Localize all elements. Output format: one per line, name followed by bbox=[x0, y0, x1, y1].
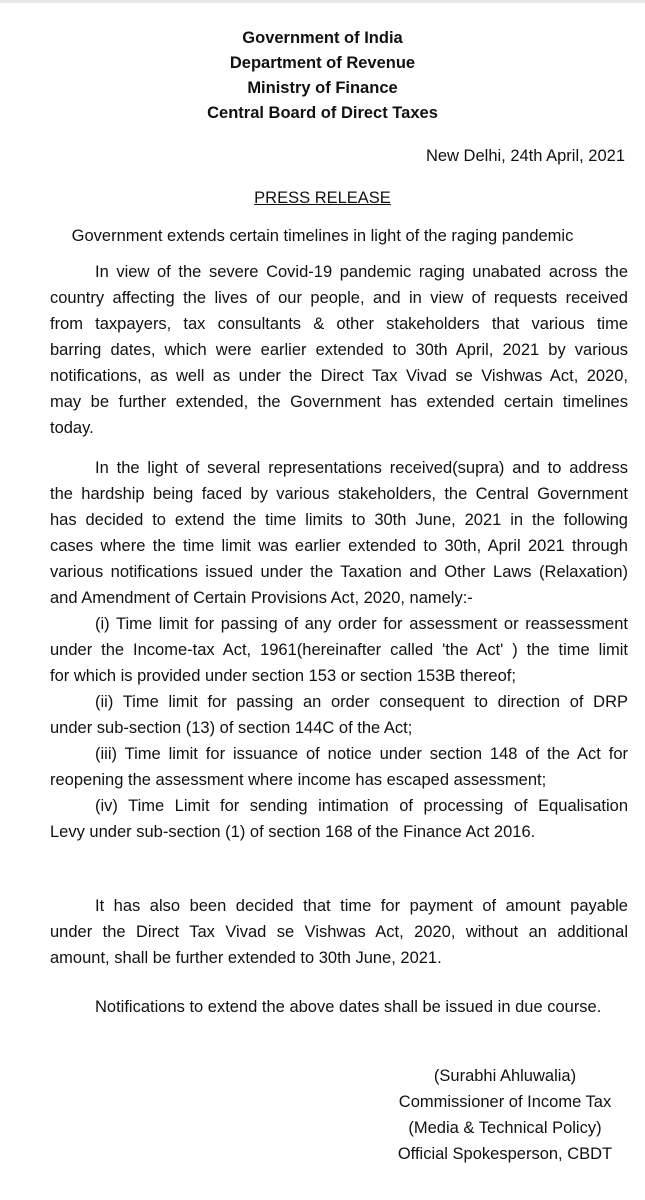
paragraph-line: reopening the assessment where income has escaped assessment; bbox=[50, 771, 547, 789]
signatory-role: Official Spokesperson, CBDT bbox=[397, 1145, 613, 1163]
paragraph-line: notifications, as well as under the Direct Tax Vivad se Vishwas Act, 2020, bbox=[50, 367, 628, 385]
paragraph-3 bbox=[50, 893, 628, 971]
paragraph-1 bbox=[50, 259, 628, 441]
signatory-division: (Media & Technical Policy) bbox=[408, 1119, 602, 1137]
paragraph-line: from taxpayers, tax consultants & other stakeholders that various time bbox=[50, 315, 628, 333]
paragraph-line: In the light of several representations received(supra) and to address bbox=[95, 459, 628, 477]
signature-block bbox=[380, 1063, 630, 1167]
paragraph-line: In view of the severe Covid-19 pandemic raging unabated across the bbox=[95, 263, 628, 281]
paragraph-2 bbox=[50, 455, 628, 845]
paragraph-line: under the Income-tax Act, 1961(hereinafter called 'the Act' ) the time limit bbox=[50, 641, 628, 659]
paragraph-line: various notifications issued under the Taxation and Other Laws (Relaxation) bbox=[50, 563, 628, 581]
paragraph-4 bbox=[50, 994, 628, 1020]
header-department: Department of Revenue bbox=[229, 54, 416, 72]
header-ministry: Ministry of Finance bbox=[247, 79, 398, 97]
signatory-name: (Surabhi Ahluwalia) bbox=[433, 1067, 577, 1085]
paragraph-line: country affecting the lives of our people, and in view of requests received bbox=[50, 289, 628, 307]
signatory-title: Commissioner of Income Tax bbox=[398, 1093, 612, 1111]
header-board: Central Board of Direct Taxes bbox=[207, 104, 438, 122]
paragraph-line: under sub-section (13) of section 144C of the Act; bbox=[50, 719, 413, 737]
paragraph-line: (i) Time limit for passing of any order for assessment or reassessment bbox=[95, 615, 628, 633]
paragraph-line: Levy under sub-section (1) of section 168 of the Finance Act 2016. bbox=[50, 823, 536, 841]
paragraph-line: barring dates, which were earlier extended to 30th April, 2021 by various bbox=[50, 341, 628, 359]
place-date: New Delhi, 24th April, 2021 bbox=[425, 147, 625, 165]
press-release-subtitle: Government extends certain timelines in light of the raging pandemic bbox=[71, 227, 574, 245]
paragraph-line: under the Direct Tax Vivad se Vishwas Act, 2020, without an additional bbox=[50, 923, 628, 941]
paragraph-line: amount, shall be further extended to 30th June, 2021. bbox=[50, 949, 442, 967]
paragraph-line: (iv) Time Limit for sending intimation of processing of Equalisation bbox=[95, 797, 628, 815]
paragraph-line: Notifications to extend the above dates shall be issued in due course. bbox=[95, 998, 602, 1016]
press-release-heading bbox=[0, 186, 645, 210]
paragraph-line: (ii) Time limit for passing an order consequent to direction of DRP bbox=[95, 693, 628, 711]
paragraph-line: cases where the time limit was earlier extended to 30th, April 2021 through bbox=[50, 537, 628, 555]
paragraph-line: today. bbox=[50, 419, 94, 437]
paragraph-line: It has also been decided that time for payment of amount payable bbox=[95, 897, 628, 915]
paragraph-line: and Amendment of Certain Provisions Act, 2020, namely:- bbox=[50, 589, 473, 607]
top-border bbox=[0, 0, 645, 3]
paragraph-line: for which is provided under section 153 or section 153B thereof; bbox=[50, 667, 516, 685]
header-government: Government of India bbox=[242, 29, 403, 47]
paragraph-line: the hardship being faced by various stakeholders, the Central Government bbox=[50, 485, 628, 503]
paragraph-line: may be further extended, the Government has extended certain timelines bbox=[50, 393, 628, 411]
paragraph-line: (iii) Time limit for issuance of notice under section 148 of the Act for bbox=[95, 745, 628, 763]
press-release-label: PRESS RELEASE bbox=[254, 189, 391, 207]
paragraph-line: has decided to extend the time limits to 30th June, 2021 in the following bbox=[50, 511, 628, 529]
